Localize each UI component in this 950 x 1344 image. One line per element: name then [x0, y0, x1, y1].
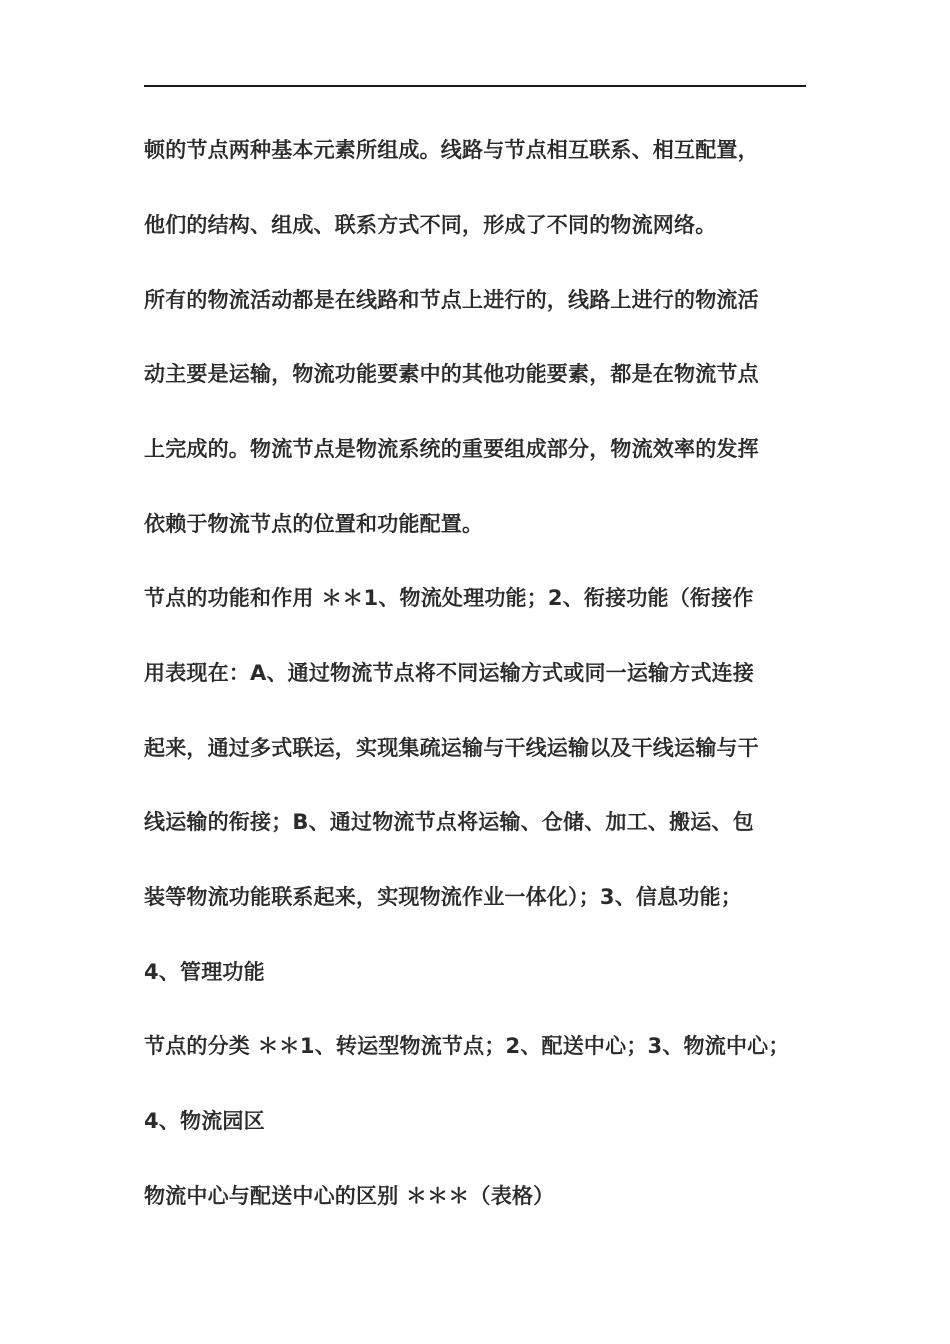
- text-line-9: 起来，通过多式联运，实现集疏运输与干线运输以及干线运输与干: [144, 736, 759, 760]
- text-line-3: 所有的物流活动都是在线路和节点上进行的，线路上进行的物流活: [144, 288, 759, 312]
- text-line-6: 依赖于物流节点的位置和功能配置。: [144, 512, 484, 536]
- text-line-11: 装等物流功能联系起来，实现物流作业一体化）；3、信息功能；: [144, 885, 742, 909]
- text-line-12: 4、管理功能: [144, 960, 265, 984]
- text-line-2: 他们的结构、组成、联系方式不同，形成了不同的物流网络。: [144, 213, 717, 237]
- header-rule: [144, 85, 806, 87]
- text-line-7: 节点的功能和作用 ＊＊1、物流处理功能；2、衔接功能（衔接作: [144, 586, 754, 610]
- text-line-1: 顿的节点两种基本元素所组成。线路与节点相互联系、相互配置，: [144, 138, 759, 162]
- text-line-8: 用表现在：A、通过物流节点将不同运输方式或同一运输方式连接: [144, 661, 755, 685]
- text-line-15: 物流中心与配送中心的区别 ＊＊＊（表格）: [144, 1184, 555, 1208]
- text-line-4: 动主要是运输，物流功能要素中的其他功能要素，都是在物流节点: [144, 362, 759, 386]
- text-line-14: 4、物流园区: [144, 1109, 265, 1133]
- text-line-5: 上完成的。物流节点是物流系统的重要组成部分，物流效率的发挥: [144, 437, 759, 461]
- text-line-13: 节点的分类 ＊＊1、转运型物流节点；2、配送中心；3、物流中心；: [144, 1034, 790, 1058]
- text-line-10: 线运输的衔接；B、通过物流节点将运输、仓储、加工、搬运、包: [144, 810, 754, 834]
